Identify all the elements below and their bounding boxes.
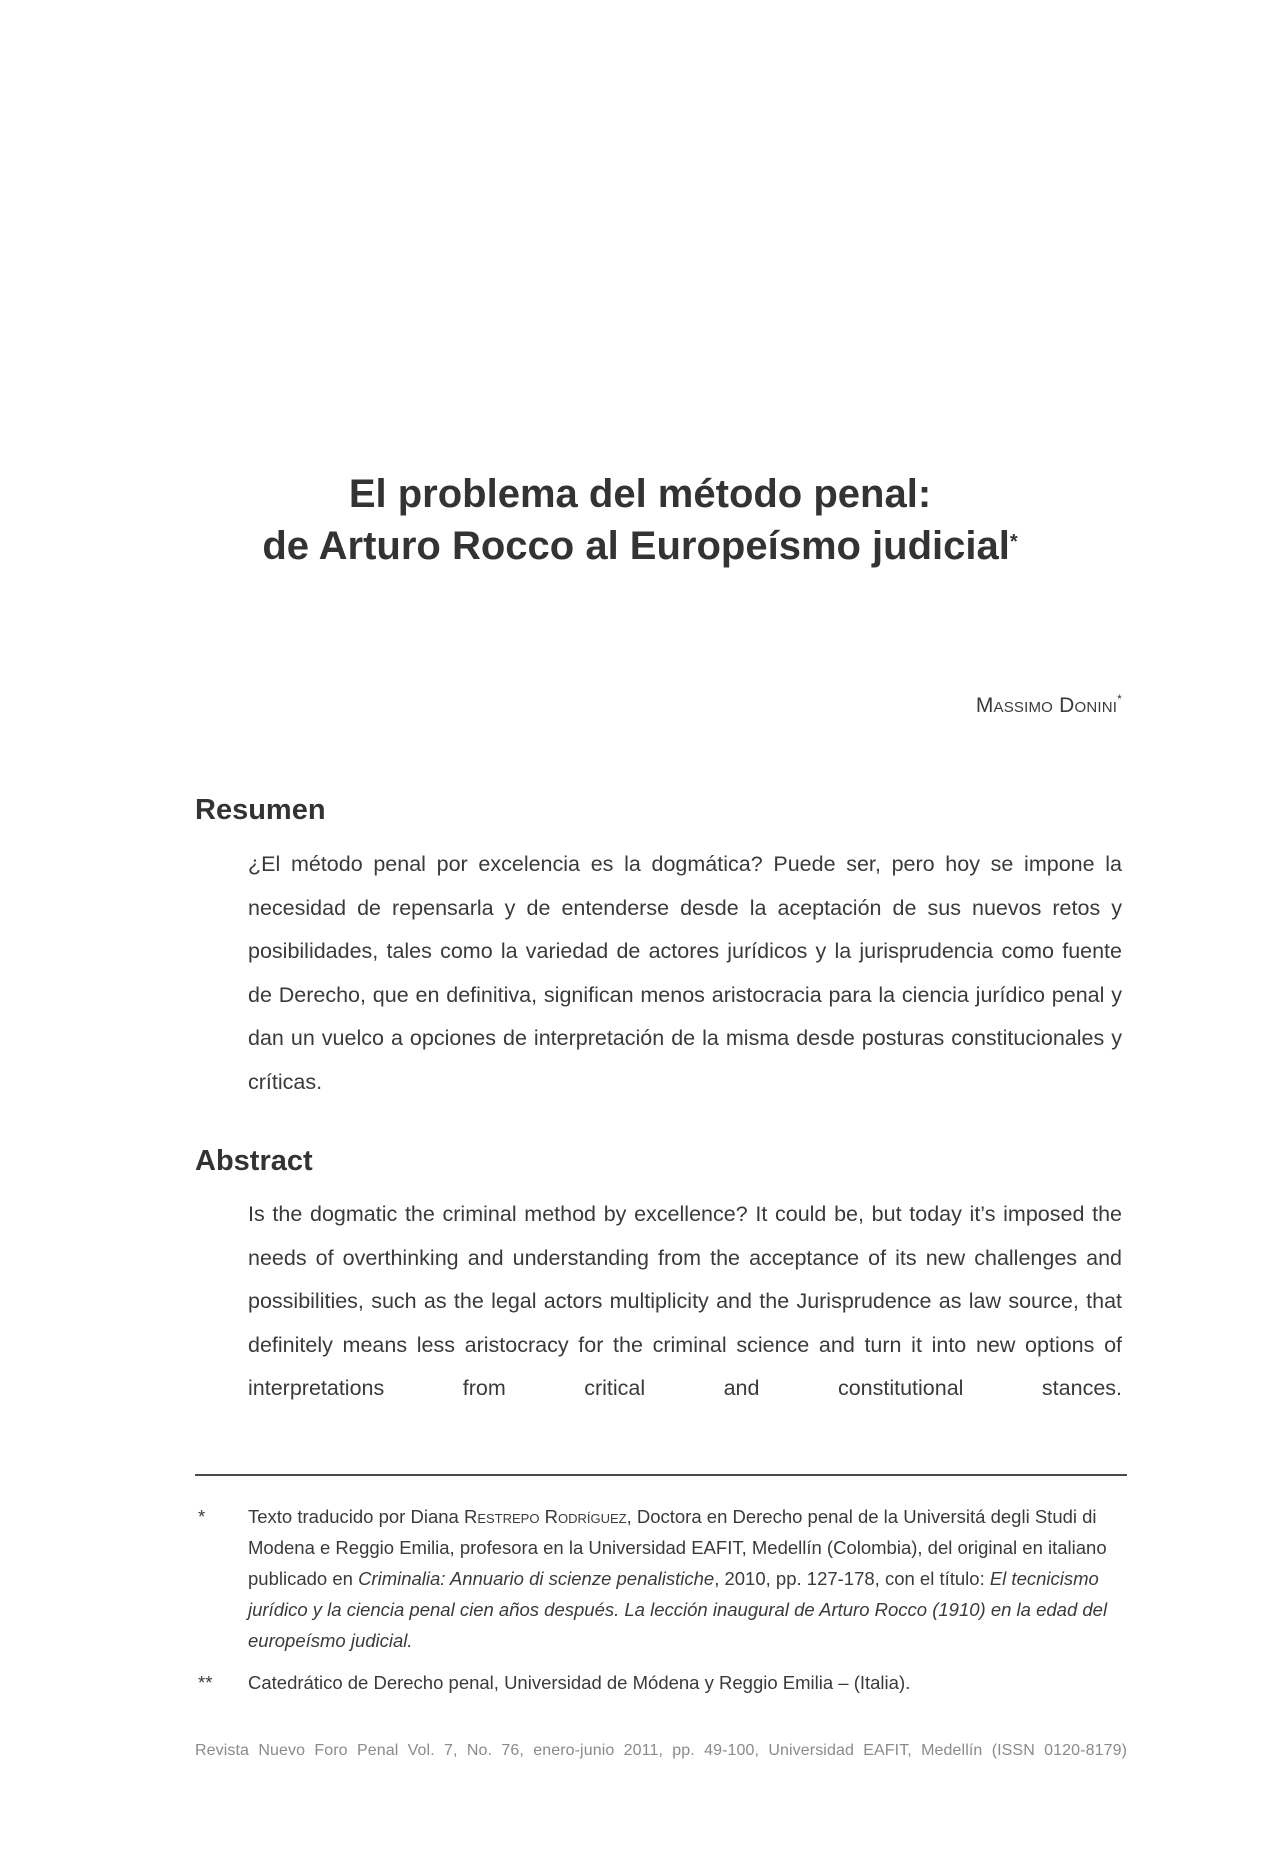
article-title — [0, 468, 1280, 572]
footnote-author-affiliation — [195, 1667, 1127, 1698]
author-name: Massimo Donini — [975, 694, 1118, 717]
footnote-mark: ** — [198, 1672, 213, 1693]
title-line-1: El problema del método penal: — [348, 472, 932, 516]
footnote-mark: * — [198, 1506, 206, 1527]
footnote-text-after-journal: , 2010, pp. 127-178, con el título: — [714, 1568, 990, 1589]
title-line-2: de Arturo Rocco al Europeísmo judicial — [262, 524, 1010, 568]
source-journal-title: Criminalia: Annuario di scienze penalistiche — [358, 1568, 715, 1589]
abstract-heading: Abstract — [195, 1145, 313, 1177]
footnote-text-start: Texto traducido por Diana — [248, 1506, 464, 1527]
author-footnote-marker[interactable]: * — [1117, 692, 1122, 706]
resumen-paragraph: ¿El método penal por excelencia es la dogmática? Puede ser, pero hoy se impone la necesidad de repensarla y de entenderse desde la aceptación de sus nuevos retos y posibilidades, tales como la variedad de actores jurídicos y la jurisprudencia como fuente de Derecho, que en definitiva, significan menos aristocracia para la ciencia jurídico penal y dan un vuelco a opciones de interpretación de la misma desde posturas constitucionales y críticas. — [248, 852, 1122, 1094]
title-footnote-marker[interactable]: * — [1009, 531, 1018, 553]
footnote-text: Catedrático de Derecho penal, Universidad de Módena y Reggio Emilia – (Italia). — [248, 1672, 911, 1693]
footnote-text-mid: , Doctora en Derecho penal de la Universitá degli Studi di Modena e Reggio Emilia, profesora en la Universidad EAFIT, Medellín (Colombia), del original en italiano publicado en — [248, 1506, 1107, 1589]
author-byline — [976, 694, 1122, 718]
resumen-heading: Resumen — [195, 794, 326, 826]
translator-surname: Restrepo Rodríguez — [463, 1506, 627, 1527]
abstract-paragraph: Is the dogmatic the criminal method by excellence? It could be, but today it’s imposed the needs of overthinking and understanding from the acceptance of its new challenges and possibilities, such as the legal actors multiplicity and the Jurisprudence as law source, that definitely means less aristocracy for the criminal science and turn it into new options of interpretations from critical and constitutional stances. — [248, 1202, 1122, 1401]
original-article-title: El tecnicismo jurídico y la ciencia penal cien años después. La lección inaugural de Arturo Rocco (1910) en la edad del europeísmo judicial. — [248, 1568, 1108, 1651]
footnote-divider — [195, 1474, 1127, 1476]
journal-citation-footer: Revista Nuevo Foro Penal Vol. 7, No. 76, enero-junio 2011, pp. 49-100, Universidad EAFIT, Medellín (ISSN 0120-8179) — [195, 1742, 1127, 1759]
footnote-translation — [195, 1501, 1127, 1656]
footnote-text — [248, 1501, 1127, 1656]
